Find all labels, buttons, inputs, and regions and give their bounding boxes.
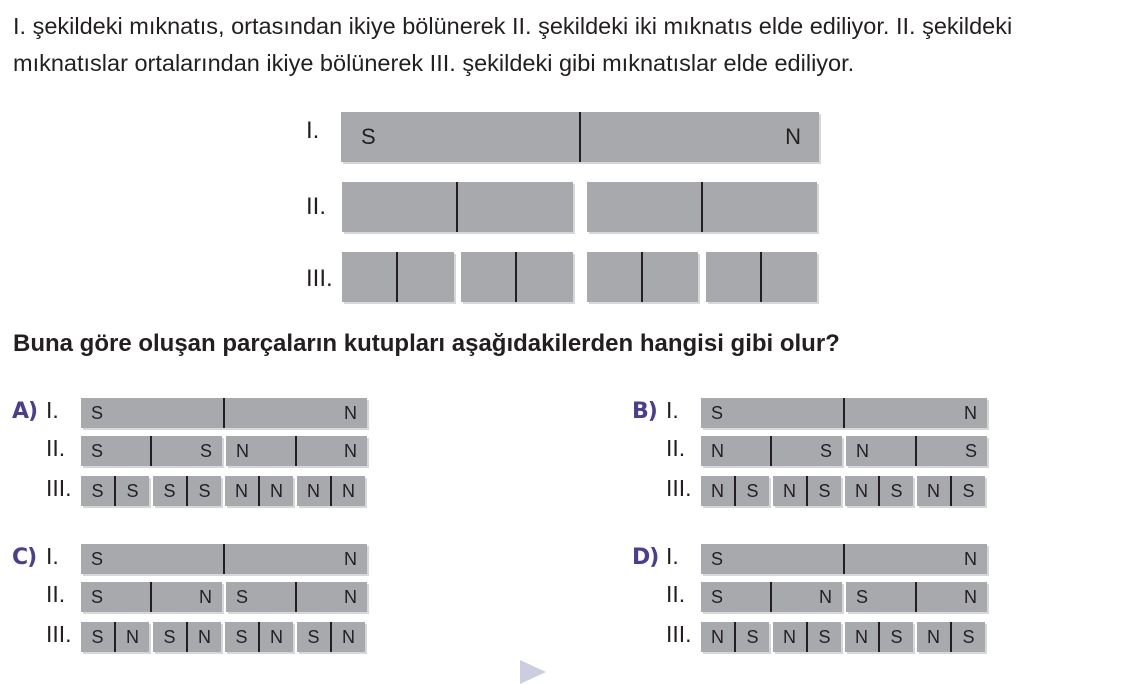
pole-label: S bbox=[964, 441, 977, 461]
option-a-row2-magnet bbox=[81, 436, 222, 466]
pole-label: S bbox=[711, 587, 724, 607]
magnet-midline bbox=[915, 582, 917, 612]
option-a-row2-magnet bbox=[226, 436, 367, 466]
option-b-row3-magnet bbox=[773, 476, 841, 506]
magnet-row3-piece bbox=[461, 252, 573, 302]
magnet-midline bbox=[770, 436, 772, 466]
magnet-midline bbox=[223, 398, 225, 428]
pole-label: S bbox=[890, 627, 903, 647]
magnet-row1-midline bbox=[579, 112, 581, 162]
option-c-row-label-3: III. bbox=[46, 621, 72, 647]
pole-label: S bbox=[236, 587, 249, 607]
magnet-midline bbox=[150, 436, 152, 466]
magnet-row2-piece bbox=[587, 182, 817, 232]
pole-label: S bbox=[818, 481, 831, 501]
pole-label: S bbox=[91, 481, 104, 501]
pole-label: N bbox=[964, 549, 977, 569]
pole-label: N bbox=[927, 481, 940, 501]
option-c-row-label-2: II. bbox=[46, 581, 66, 607]
pole-label: N bbox=[344, 587, 357, 607]
option-b-row-label-3: III. bbox=[666, 475, 692, 501]
pole-label: N bbox=[126, 627, 139, 647]
figure-row-label-1: I. bbox=[306, 117, 320, 144]
magnet-row3-midline bbox=[515, 252, 517, 302]
magnet-row1-left-pole: S bbox=[361, 124, 376, 149]
pole-label: S bbox=[711, 403, 724, 423]
option-c-row3-magnet bbox=[81, 622, 149, 652]
magnet-midline bbox=[770, 582, 772, 612]
figure-row-label-2: II. bbox=[306, 193, 327, 220]
option-d-row-label-2: II. bbox=[666, 581, 686, 607]
option-b-letter: B) bbox=[632, 399, 657, 424]
pole-label: N bbox=[236, 441, 249, 461]
magnet-row3-piece bbox=[342, 252, 454, 302]
pole-label: S bbox=[746, 481, 759, 501]
magnet-row2-piece bbox=[342, 182, 573, 232]
option-d-row2-magnet bbox=[701, 582, 842, 612]
pole-label: S bbox=[163, 627, 176, 647]
magnet-midline bbox=[295, 436, 297, 466]
option-b-row1-magnet bbox=[701, 398, 987, 428]
pole-label: S bbox=[962, 481, 975, 501]
option-c-row3-magnet bbox=[153, 622, 221, 652]
option-a-row-label-1: I. bbox=[46, 397, 59, 423]
option-a-row3-magnet bbox=[153, 476, 221, 506]
pole-label: S bbox=[962, 627, 975, 647]
magnet-midline bbox=[150, 582, 152, 612]
option-d-letter: D) bbox=[632, 545, 659, 570]
pole-label: S bbox=[91, 549, 104, 569]
magnet-row3-midline bbox=[760, 252, 762, 302]
option-d-row-label-1: I. bbox=[666, 543, 679, 569]
pole-label: S bbox=[307, 627, 320, 647]
option-c-row3-magnet bbox=[297, 622, 365, 652]
magnet-midline bbox=[843, 544, 845, 574]
magnet-row3-midline bbox=[641, 252, 643, 302]
magnet-row1-right-pole: N bbox=[785, 124, 801, 149]
pole-label: S bbox=[91, 403, 104, 423]
option-c-letter: C) bbox=[12, 545, 37, 570]
pole-label: N bbox=[855, 481, 868, 501]
magnet-midline bbox=[223, 544, 225, 574]
option-b-row3-magnet bbox=[701, 476, 769, 506]
magnet-midline bbox=[295, 582, 297, 612]
option-c-row3-magnet bbox=[225, 622, 293, 652]
option-d-row3-magnet bbox=[701, 622, 769, 652]
pole-label: N bbox=[344, 441, 357, 461]
pole-label: S bbox=[235, 627, 248, 647]
magnet-row2-midline bbox=[456, 182, 458, 232]
pole-label: N bbox=[235, 481, 248, 501]
pole-label: S bbox=[819, 441, 832, 461]
pole-label: S bbox=[746, 627, 759, 647]
pole-label: S bbox=[91, 627, 104, 647]
option-a-row1-magnet bbox=[81, 398, 367, 428]
pole-label: N bbox=[927, 627, 940, 647]
pole-label: S bbox=[890, 481, 903, 501]
magnet-figure bbox=[0, 0, 1134, 320]
decorative-arrow-icon bbox=[520, 660, 546, 684]
magnet-row1 bbox=[341, 112, 819, 162]
option-c-row1-magnet bbox=[81, 544, 367, 574]
pole-label: N bbox=[783, 481, 796, 501]
magnet-row3-piece bbox=[706, 252, 817, 302]
option-a-row3-magnet bbox=[225, 476, 293, 506]
pole-label: N bbox=[307, 481, 320, 501]
question-text: Buna göre oluşan parçaların kutupları aşağıdakilerden hangisi gibi olur? bbox=[13, 330, 840, 357]
option-d-row1-magnet bbox=[701, 544, 987, 574]
option-b-row2-magnet bbox=[846, 436, 987, 466]
magnet-midline bbox=[843, 398, 845, 428]
pole-label: N bbox=[199, 587, 212, 607]
stem-line-2: mıknatıslar ortalarından ikiye bölünerek III. şekildeki gibi mıknatıslar elde ediliyor. bbox=[13, 50, 855, 76]
option-c-row2-magnet bbox=[226, 582, 367, 612]
magnet-row3-midline bbox=[396, 252, 398, 302]
option-d-row-label-3: III. bbox=[666, 621, 692, 647]
option-b-row3-magnet bbox=[845, 476, 913, 506]
option-c-row-label-1: I. bbox=[46, 543, 59, 569]
option-d-row3-magnet bbox=[917, 622, 985, 652]
option-a-letter: A) bbox=[12, 399, 38, 424]
pole-label: S bbox=[163, 481, 176, 501]
magnet-row3-piece bbox=[587, 252, 698, 302]
option-a-row-label-3: III. bbox=[46, 475, 72, 501]
option-d-row3-magnet bbox=[845, 622, 913, 652]
magnet-midline bbox=[915, 436, 917, 466]
option-d-row2-magnet bbox=[846, 582, 987, 612]
pole-label: S bbox=[91, 441, 104, 461]
option-d-row3-magnet bbox=[773, 622, 841, 652]
pole-label: N bbox=[856, 441, 869, 461]
pole-label: N bbox=[270, 627, 283, 647]
option-c-row2-magnet bbox=[81, 582, 222, 612]
option-a-row3-magnet bbox=[297, 476, 365, 506]
pole-label: S bbox=[711, 549, 724, 569]
magnet-row2-midline bbox=[701, 182, 703, 232]
option-b-row-label-1: I. bbox=[666, 397, 679, 423]
pole-label: N bbox=[342, 481, 355, 501]
pole-label: N bbox=[964, 587, 977, 607]
pole-label: N bbox=[964, 403, 977, 423]
pole-label: N bbox=[711, 441, 724, 461]
option-b-row2-magnet bbox=[701, 436, 842, 466]
pole-label: S bbox=[91, 587, 104, 607]
option-a-row-label-2: II. bbox=[46, 435, 66, 461]
option-b-row-label-2: II. bbox=[666, 435, 686, 461]
pole-label: N bbox=[344, 403, 357, 423]
pole-label: N bbox=[819, 587, 832, 607]
pole-label: N bbox=[855, 627, 868, 647]
pole-label: N bbox=[270, 481, 283, 501]
pole-label: N bbox=[198, 627, 211, 647]
stem-line-1: I. şekildeki mıknatıs, ortasından ikiye bölünerek II. şekildeki iki mıknatıs elde ediliyor. II. şekildeki bbox=[13, 13, 1013, 39]
pole-label: N bbox=[711, 481, 724, 501]
pole-label: S bbox=[856, 587, 869, 607]
pole-label: S bbox=[818, 627, 831, 647]
pole-label: N bbox=[783, 627, 796, 647]
figure-row-label-3: III. bbox=[306, 265, 333, 292]
option-b-row3-magnet bbox=[917, 476, 985, 506]
pole-label: N bbox=[344, 549, 357, 569]
pole-label: S bbox=[198, 481, 211, 501]
pole-label: S bbox=[126, 481, 139, 501]
option-a-row3-magnet bbox=[81, 476, 149, 506]
pole-label: S bbox=[199, 441, 212, 461]
pole-label: N bbox=[342, 627, 355, 647]
pole-label: N bbox=[711, 627, 724, 647]
